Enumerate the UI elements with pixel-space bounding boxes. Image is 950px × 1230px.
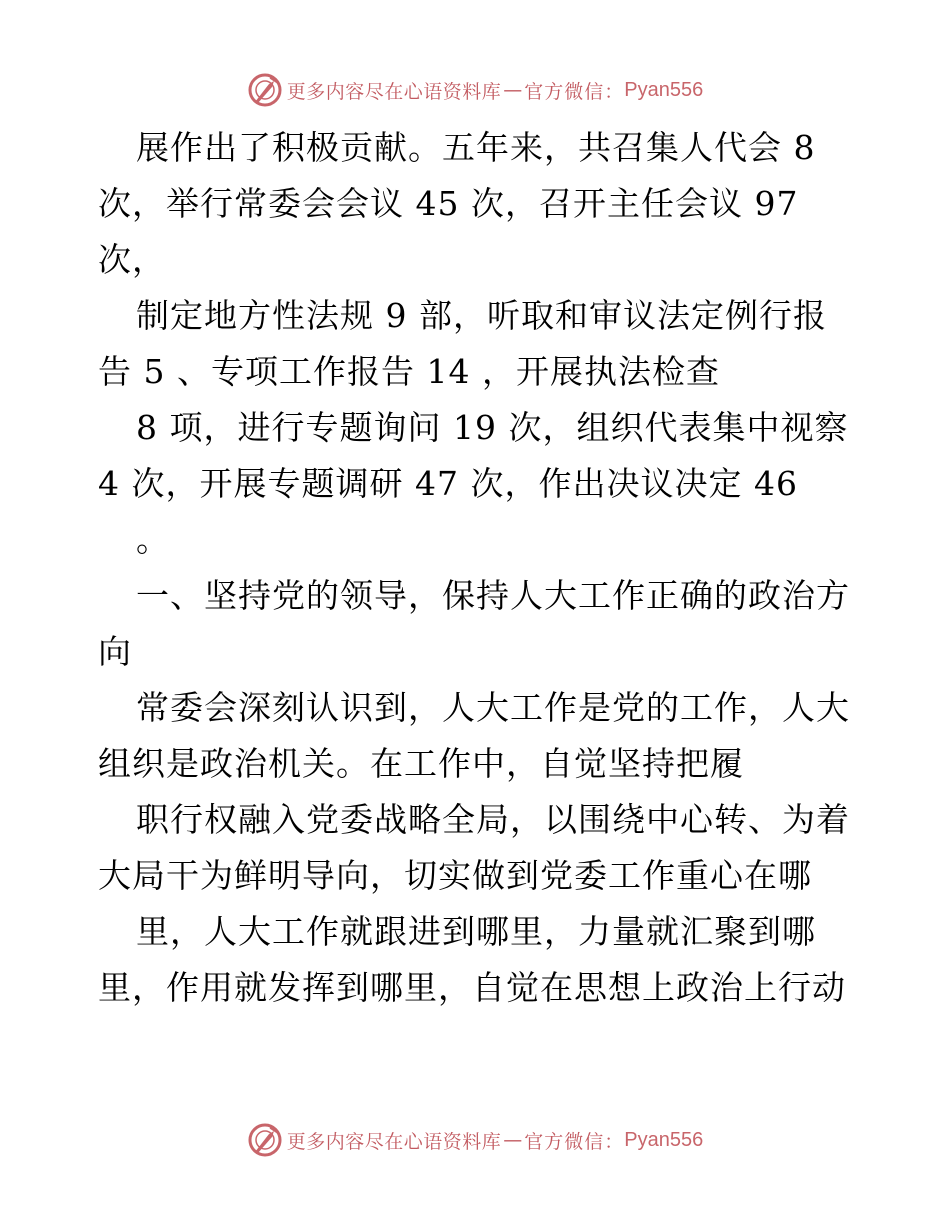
text-line: 8 项，进行专题询问 19 次，组织代表集中视察 [136, 408, 849, 447]
text-line: 展作出了积极贡献。五年来，共召集人代会 8 [136, 128, 816, 167]
text-line: 里，作用就发挥到哪里，自觉在思想上政治上行动 [98, 968, 846, 1007]
text-line: 制定地方性法规 9 部，听取和审议法定例行报 [136, 296, 827, 335]
pen-logo-icon [247, 1122, 283, 1158]
watermark-wechat-id: Pyan556 [624, 1128, 704, 1151]
text-line: 告 5 、专项工作报告 14 ，开展执法检查 [98, 352, 720, 391]
pen-logo-icon [247, 72, 283, 108]
watermark-label: 官方微信： [524, 80, 625, 103]
watermark-dash: — [503, 79, 523, 101]
text-line: 4 次，开展专题调研 47 次，作出决议决定 46 [98, 464, 798, 503]
text-line: 常委会深刻认识到，人大工作是党的工作，人大 [136, 688, 850, 727]
watermark-label: 官方微信： [524, 1130, 625, 1153]
watermark-wechat-id: Pyan556 [624, 78, 704, 101]
text-line: 职行权融入党委战略全局，以围绕中心转、为着 [136, 800, 850, 839]
text-line: 次， [98, 240, 166, 279]
header-watermark [0, 70, 950, 110]
text-line: 次，举行常委会会议 45 次，召开主任会议 97 [98, 184, 799, 223]
watermark-site-text: 更多内容尽在心语资料库 [286, 1130, 502, 1153]
watermark-site-text: 更多内容尽在心语资料库 [286, 80, 502, 103]
section-heading-continued: 向 [98, 632, 132, 671]
watermark-dash: — [503, 1129, 523, 1151]
text-line: 里，人大工作就跟进到哪里，力量就汇聚到哪 [136, 912, 816, 951]
text-line: 组织是政治机关。在工作中，自觉坚持把履 [98, 744, 744, 783]
section-heading: 一、坚持党的领导，保持人大工作正确的政治方 [136, 576, 850, 615]
footer-watermark [0, 1120, 950, 1160]
text-line: 。 [136, 520, 170, 559]
text-line: 大局干为鲜明导向，切实做到党委工作重心在哪 [98, 856, 812, 895]
document-body [98, 120, 858, 1016]
